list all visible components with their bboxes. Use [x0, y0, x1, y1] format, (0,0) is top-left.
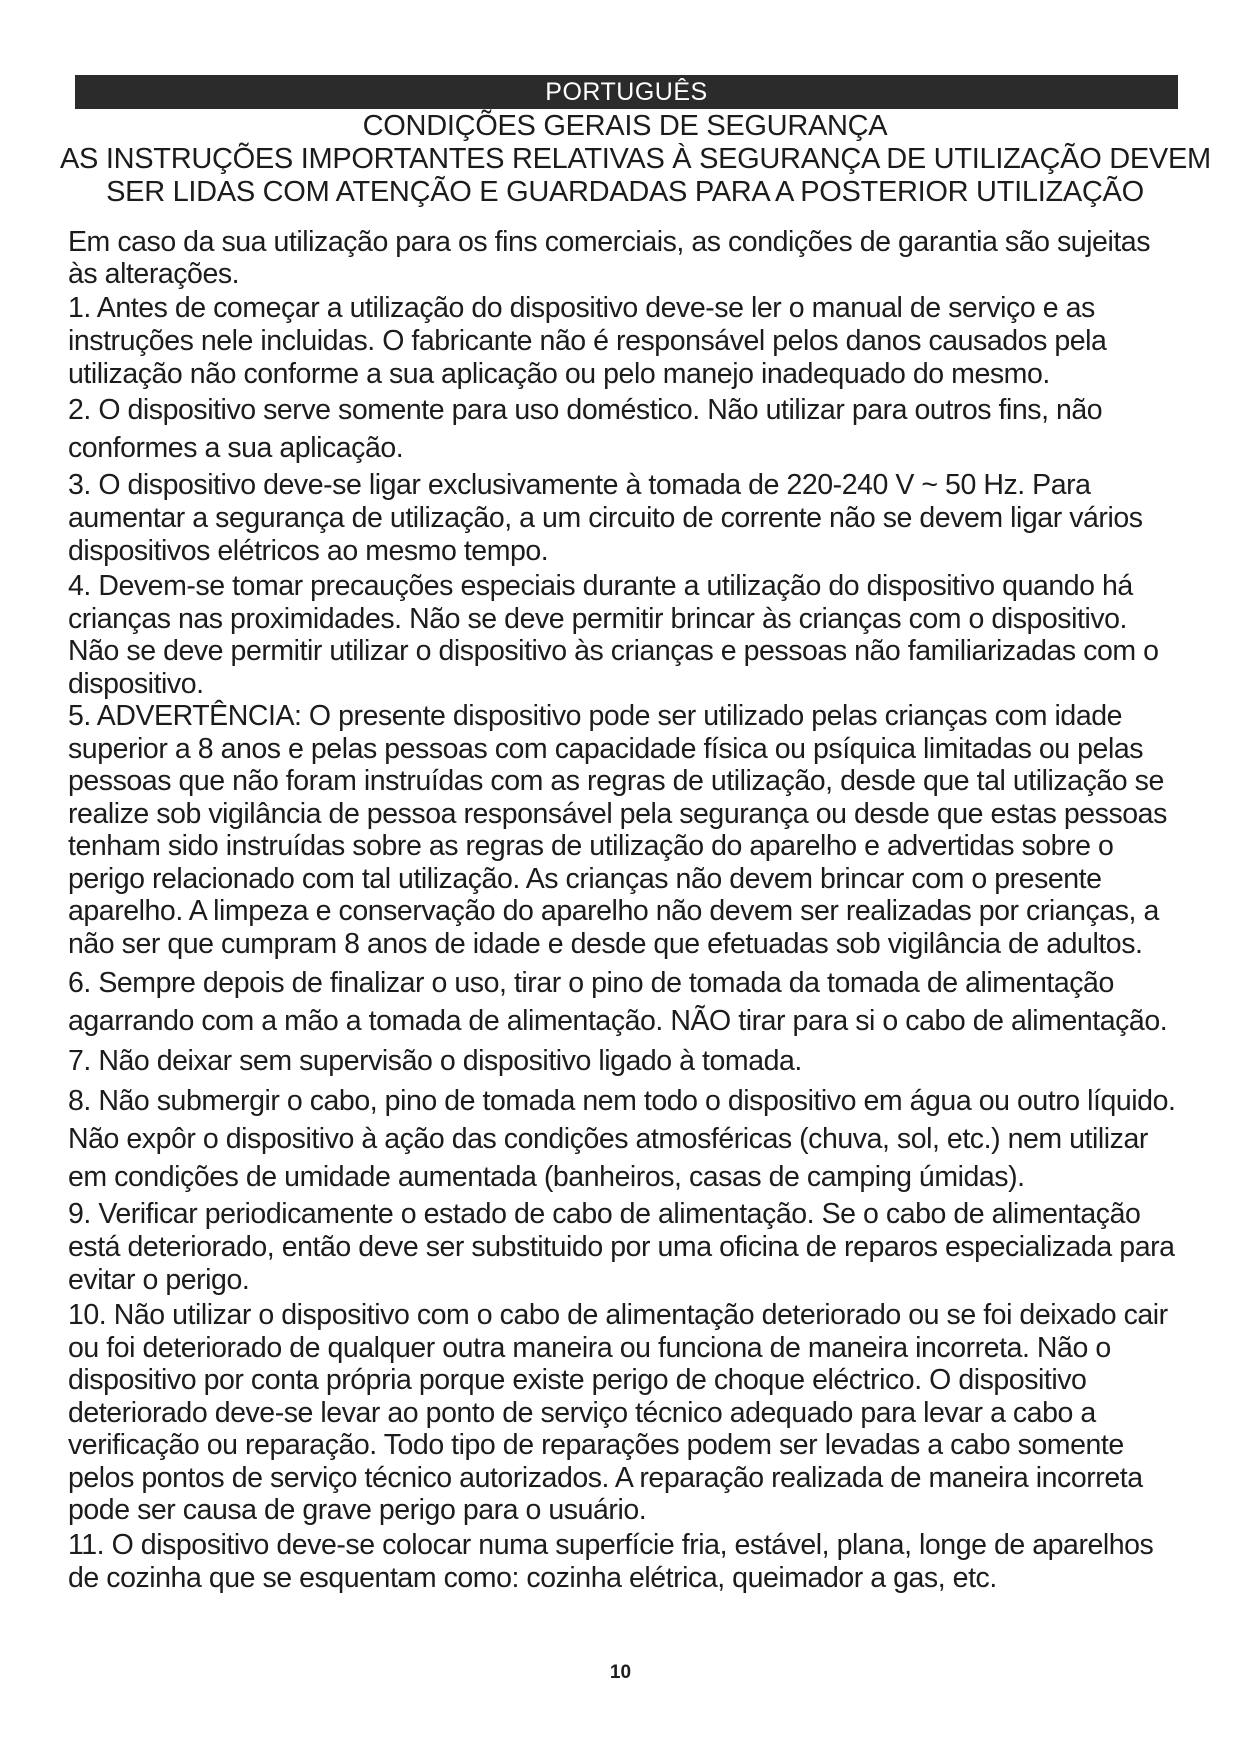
instruction-item-10: 10. Não utilizar o dispositivo com o cabo de alimentação deteriorado ou se foi deixado cair ou foi deteriorado de qualquer outra maneira ou funciona de maneira incorreta. Não o dispositivo por conta própria porque existe perigo de choque eléctrico. O dispositivo deteriorado deve-se levar ao ponto de serviço técnico adequado para levar a cabo a verificação ou reparação. Todo tipo de reparações podem ser levadas a cabo somente pelos pontos de serviço técnico autorizados. A reparação realizada de maneira incorreta pode ser causa de grave perigo para o usuário.	[68, 1299, 1168, 1526]
safety-instructions	[68, 226, 1183, 1595]
instruction-item-8: 8. Não submergir o cabo, pino de tomada nem todo o dispositivo em água ou outro líquido. Não expôr o dispositivo à ação das condições atmosféricas (chuva, sol, etc.) nem utilizar em condições de umidade aumentada (banheiros, casas de camping úmidas).	[68, 1085, 1176, 1193]
instruction-item-6: 6. Sempre depois de finalizar o uso, tirar o pino de tomada da tomada de alimentação agarrando com a mão a tomada de alimentação. NÃO tirar para si o cabo de alimentação.	[68, 967, 1168, 1037]
instruction-item-1: 1. Antes de começar a utilização do dispositivo deve-se ler o manual de serviço e as instruções nele incluidas. O fabricante não é responsável pelos danos causados pela utilização não conforme a sua aplicação ou pelo manejo inadequado do mesmo.	[68, 292, 1107, 390]
instruction-item-7: 7. Não deixar sem supervisão o dispositivo ligado à tomada.	[68, 1045, 802, 1077]
language-bar: PORTUGUÊS	[75, 75, 1178, 109]
instruction-item-4: 4. Devem-se tomar precauções especiais durante a utilização do dispositivo quando há crianças nas proximidades. Não se deve permitir brincar às crianças com o dispositivo. Não se deve permitir utilizar o dispositivo às crianças e pessoas não familiarizadas com o dispositivo.	[68, 570, 1159, 700]
safety-title	[60, 110, 1211, 209]
instruction-item-9: 9. Verificar periodicamente o estado de cabo de alimentação. Se o cabo de alimentação está deteriorado, então deve ser substituido por uma oficina de reparos especializada para evitar o perigo.	[68, 1198, 1175, 1296]
instruction-item-3: 3. O dispositivo deve-se ligar exclusivamente à tomada de 220-240 V ~ 50 Hz. Para aumentar a segurança de utilização, a um circuito de corrente não se devem ligar vários dispositivos elétricos ao mesmo tempo.	[68, 469, 1143, 567]
instruction-item-2: 2. O dispositivo serve somente para uso doméstico. Não utilizar para outros fins, não conformes a sua aplicação.	[68, 394, 1103, 464]
title-line-3: SER LIDAS COM ATENÇÃO E GUARDADAS PARA A POSTERIOR UTILIZAÇÃO	[106, 176, 1144, 208]
title-line-1: CONDIÇÕES GERAIS DE SEGURANÇA	[362, 110, 888, 142]
title-line-2: AS INSTRUÇÕES IMPORTANTES RELATIVAS À SEGURANÇA DE UTILIZAÇÃO DEVEM	[60, 143, 1211, 175]
page-number: 10	[609, 1662, 632, 1683]
instruction-item-5: 5. ADVERTÊNCIA: O presente dispositivo pode ser utilizado pelas crianças com idade superior a 8 anos e pelas pessoas com capacidade física ou psíquica limitadas ou pelas pessoas que não foram instruídas com as regras de utilização, desde que tal utilização se realize sob vigilância de pessoa responsável pela segurança ou desde que estas pessoas tenham sido instruídas sobre as regras de utilização do aparelho e advertidas sobre o perigo relacionado com tal utilização. As crianças não devem brincar com o presente aparelho. A limpeza e conservação do aparelho não devem ser realizadas por crianças, a não ser que cumpram 8 anos de idade e desde que efetuadas sob vigilância de adultos.	[68, 700, 1167, 960]
intro-paragraph: Em caso da sua utilização para os fins comerciais, as condições de garantia são sujeitas às alterações.	[68, 226, 1150, 290]
instruction-item-11: 11. O dispositivo deve-se colocar numa superfície fria, estável, plana, longe de aparelhos de cozinha que se esquentam como: cozinha elétrica, queimador a gas, etc.	[68, 1528, 1154, 1594]
